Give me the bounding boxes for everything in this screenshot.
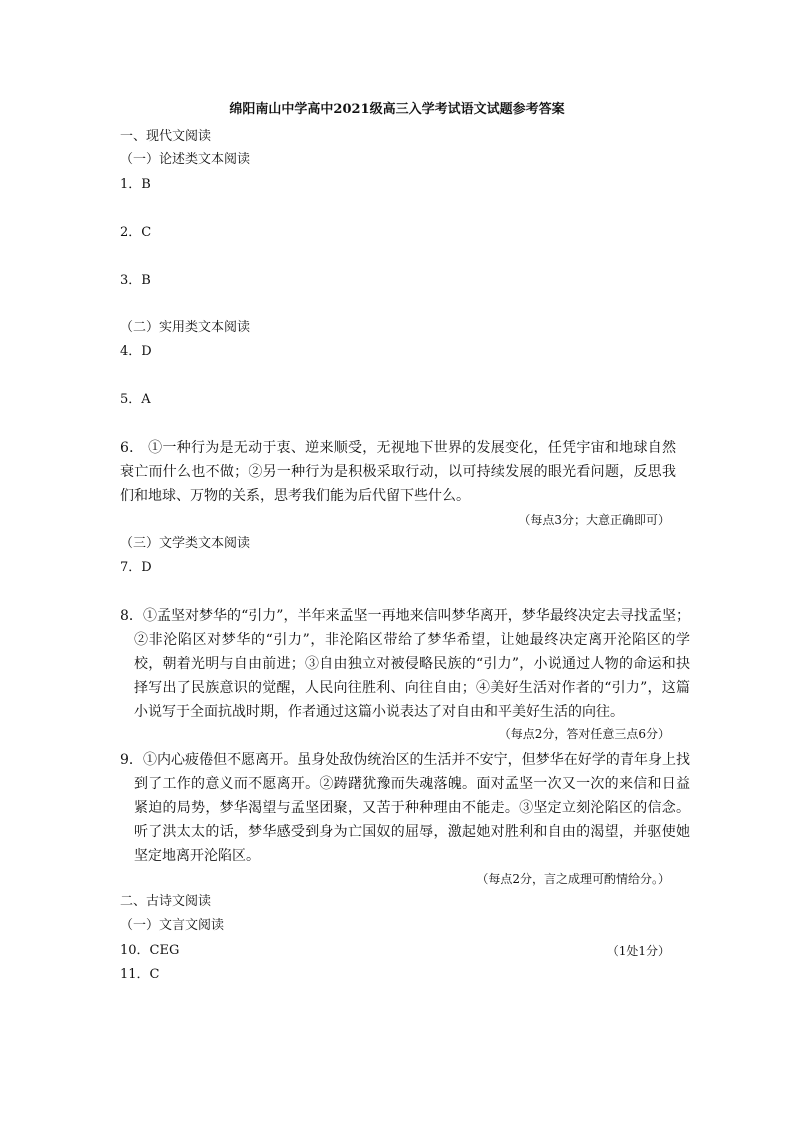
document-title: 绵阳南山中学高中2021级高三入学考试语文试题参考答案 <box>229 102 565 117</box>
answer-11: 11．C <box>120 967 160 982</box>
answer-2: 2．C <box>120 225 152 240</box>
answer-10: 10．CEG <box>120 943 180 958</box>
answer-8: 8．①孟坚对梦华的“引力”，半年来孟坚一再地来信叫梦华离开，梦华最终决定去寻找孟坚；②非沦陷区对梦华的“引力”，非沦陷区带给了梦华希望，让她最终决定离开沦陷区的学校，朝着光明与自由前进；③自由独立对被侵略民族的“引力”，小说通过人物的命运和抉择写出了民族意识的觉醒，人民向往胜利、向往自由；④美好生活对作者的“引力”，这篇小说写于全面抗战时期，作者通过这篇小说表达了对自由和平美好生活的向往。 <box>120 608 690 720</box>
answer-1: 1．B <box>120 177 151 192</box>
answer-4: 4．D <box>120 344 152 359</box>
part-heading-literary: （三）文学类文本阅读 <box>120 536 251 551</box>
answer-9-scoring-note: （每点2分，言之成理可酌情给分。） <box>476 872 670 886</box>
section-heading-modern-reading: 一、现代文阅读 <box>120 129 212 144</box>
answer-6-scoring-note: （每点3分；大意正确即可） <box>518 513 670 527</box>
part-heading-argumentative: （一）论述类文本阅读 <box>120 152 251 167</box>
section-heading-classical: 二、古诗文阅读 <box>120 894 212 909</box>
answer-10-scoring-note: （1处1分） <box>606 944 670 958</box>
answer-7: 7．D <box>120 560 152 575</box>
answer-3: 3．B <box>120 273 151 288</box>
answer-9: 9．①内心疲倦但不愿离开。虽身处敌伪统治区的生活并不安宁，但梦华在好学的青年身上找到了工作的意义而不愿离开。②踌躇犹豫而失魂落魄。面对孟坚一次又一次的来信和日益紧迫的局势，梦华渴望与孟坚团聚，又苦于种种理由不能走。③坚定立刻沦陷区的信念。听了洪太太的话，梦华感受到身为亡国奴的屈辱，激起她对胜利和自由的渴望，并驱使她坚定地离开沦陷区。 <box>120 752 690 864</box>
part-heading-practical: （二）实用类文本阅读 <box>120 320 251 335</box>
part-heading-classical-prose: （一）文言文阅读 <box>120 918 225 933</box>
answer-6: 6． ①一种行为是无动于衷、逆来顺受，无视地下世界的发展变化，任凭宇宙和地球自然衰亡而什么也不做；②另一种行为是积极采取行动，以可持续发展的眼光看问题，反思我们和地球、万物的关系，思考我们能为后代留下些什么。 <box>120 440 676 504</box>
answer-5: 5．A <box>120 392 151 407</box>
answer-8-scoring-note: （每点2分，答对任意三点6分） <box>498 727 670 741</box>
